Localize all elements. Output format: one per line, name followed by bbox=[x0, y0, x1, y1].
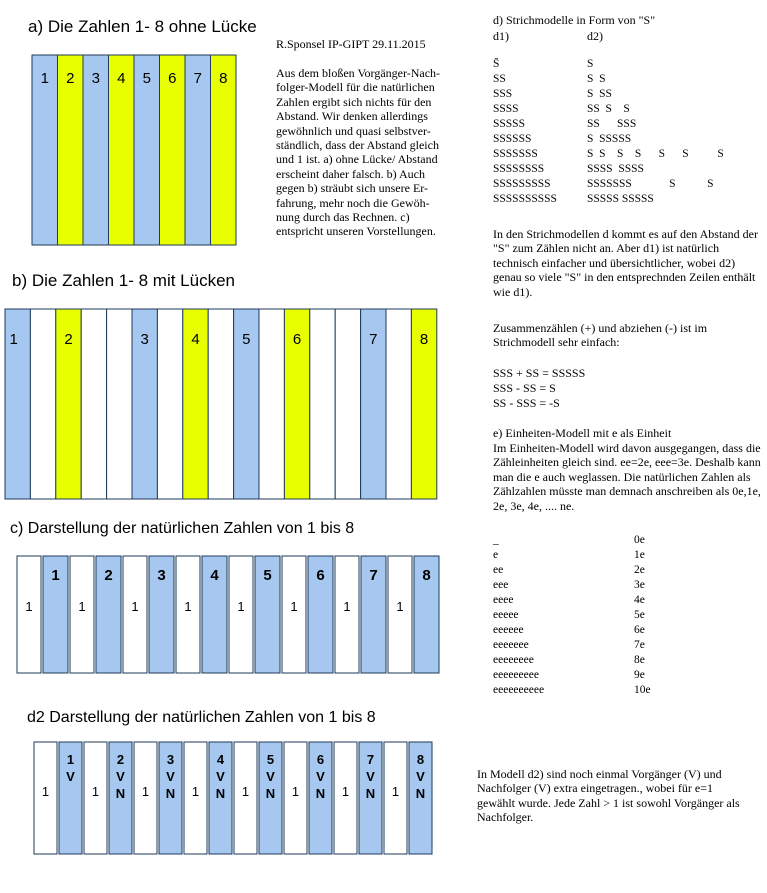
einheit-right-row-0: 0e bbox=[634, 534, 645, 546]
b-bar-label-8: 8 bbox=[419, 331, 429, 348]
strich-col1-head: d1) bbox=[493, 29, 509, 43]
c-bar-label-4: 4 bbox=[210, 567, 219, 584]
c-one-label-4: 1 bbox=[184, 599, 192, 614]
c-bar-label-8: 8 bbox=[422, 567, 431, 584]
strich-paragraph: In den Strichmodellen d kommt es auf den Abstand der "S" zum Zählen nicht an. Aber d1) ist natürlich technisch einfacher und übersichtlicher, wobei d2) genau so viele "S" in den entsprechnden Zeilen enthält wie d1). bbox=[493, 227, 758, 299]
strich-col1-row-1: SS bbox=[493, 73, 506, 85]
d2-bar-4-line-2: N bbox=[215, 786, 226, 801]
d2-bar-2-line-0: 2 bbox=[116, 752, 125, 767]
arith-line-1: SSS - SS = S bbox=[493, 381, 556, 395]
intro-line-0: Aus dem bloßen Vorgänger-Nach- bbox=[276, 66, 441, 80]
c-one-label-7: 1 bbox=[343, 599, 351, 614]
d2-one-label-5: 1 bbox=[241, 784, 250, 799]
strich-col1-row-6: SSSSSSS bbox=[493, 148, 538, 160]
author-line: R.Sponsel IP-GIPT 29.11.2015 bbox=[276, 37, 426, 51]
einheit-right-row-10: 10e bbox=[634, 684, 651, 696]
intro-line-6: und 1 ist. a) ohne Lücke/ Abstand bbox=[276, 152, 438, 167]
c-bar-label-5: 5 bbox=[263, 567, 272, 584]
b-bar-label-5: 5 bbox=[242, 331, 251, 348]
einheit-left-row-10: eeeeeeeeee bbox=[493, 684, 545, 696]
einheit-left-row-2: ee bbox=[493, 564, 504, 576]
strich-col1-row-9: SSSSSSSSSS bbox=[493, 193, 557, 205]
a-bar-label-6: 6 bbox=[168, 70, 177, 87]
strich-col1-row-2: SSS bbox=[493, 88, 513, 100]
einheit-right-row-7: 7e bbox=[634, 639, 645, 651]
strich-col2-row-0: S bbox=[587, 58, 594, 70]
strich-col2-row-4: SS SSS bbox=[587, 118, 637, 130]
intro-line-3: Abstand. Wir denken allerdings bbox=[276, 109, 428, 124]
d2-bar-2-line-1: V bbox=[116, 769, 125, 784]
strich-col2 bbox=[587, 57, 724, 207]
einheit-left-row-8: eeeeeeee bbox=[493, 654, 534, 666]
b-bar-label-3: 3 bbox=[140, 331, 149, 348]
d2-bar-1-line-1: V bbox=[66, 769, 75, 784]
einheit-right-row-6: 6e bbox=[634, 624, 645, 636]
strich-col1 bbox=[493, 57, 557, 207]
d2-bar-8-line-2: N bbox=[415, 786, 426, 801]
d2-one-label-2: 1 bbox=[91, 784, 100, 799]
strich-col2-head: d2) bbox=[587, 29, 603, 43]
strich-col1-row-3: SSSS bbox=[493, 103, 519, 115]
strich-col2-row-3: SS S S bbox=[587, 103, 630, 115]
d2-one-label-3: 1 bbox=[141, 784, 150, 799]
intro-line-1: folger-Modell für die natürlichen bbox=[276, 80, 435, 95]
intro-line-11: entspricht unseren Vorstellungen. bbox=[276, 224, 436, 239]
c-one-label-3: 1 bbox=[131, 599, 139, 614]
einheit-left-row-5: eeeee bbox=[493, 609, 519, 621]
arith-lines bbox=[493, 366, 585, 411]
d2-bar-7-line-1: V bbox=[366, 769, 375, 784]
intro-line-9: fahrung, mehr noch die Gewöh- bbox=[276, 195, 430, 210]
intro-line-8: gegen b) sträubt sich unsere Er- bbox=[276, 181, 429, 196]
section-a-title: a) Die Zahlen 1- 8 ohne Lücke bbox=[28, 17, 257, 36]
intro-line-5: ständlich, dass der Abstand gleich bbox=[276, 138, 439, 153]
section-b-title: b) Die Zahlen 1- 8 mit Lücken bbox=[12, 271, 235, 290]
c-bar-label-7: 7 bbox=[369, 567, 378, 584]
d2-one-label-6: 1 bbox=[291, 784, 300, 799]
strich-col2-row-6: S S S S S S S bbox=[587, 148, 724, 160]
intro-line-7: erscheint daher falsch. b) Auch bbox=[276, 166, 425, 181]
c-one-label-5: 1 bbox=[237, 599, 245, 614]
d2-one-label-1: 1 bbox=[41, 784, 50, 799]
strich-col1-row-0: S̄ bbox=[493, 58, 500, 70]
d2-bar-4-line-0: 4 bbox=[216, 752, 225, 767]
a-bar-label-4: 4 bbox=[117, 70, 126, 87]
einheit-paragraph: Im Einheiten-Modell wird davon ausgegangen, dass die Zähleinheiten gleich sind. ee=2e, eee=3e. Deshalb kann man die e auch weglassen. Die natürlichen Zahlen als Zählzahlen müsste man demnach anschreiben als 0e,1e, 2e, 3e, 4e, .... ne. bbox=[493, 441, 761, 513]
d2-bar-8-line-1: V bbox=[416, 769, 425, 784]
einheit-left-row-3: eee bbox=[493, 579, 509, 591]
c-bar-label-6: 6 bbox=[316, 567, 325, 584]
strich-col2-row-5: S SSSSS bbox=[587, 133, 632, 145]
arith-line-2: SS - SSS = -S bbox=[493, 396, 560, 410]
einheit-right-row-1: 1e bbox=[634, 549, 645, 561]
a-bar-label-5: 5 bbox=[142, 70, 151, 87]
d2-bar-5-line-1: V bbox=[266, 769, 275, 784]
c-one-label-6: 1 bbox=[290, 599, 298, 614]
strich-col2-row-1: S S bbox=[587, 73, 606, 85]
einheit-right-row-2: 2e bbox=[634, 564, 645, 576]
a-bar-label-2: 2 bbox=[66, 70, 75, 87]
c-one-label-2: 1 bbox=[78, 599, 86, 614]
b-bar-label-6: 6 bbox=[292, 331, 302, 348]
section-d2-title: d2 Darstellung der natürlichen Zahlen von 1 bis 8 bbox=[27, 709, 376, 726]
strich-col2-row-2: S SS bbox=[587, 88, 612, 100]
d2-bar-4-line-1: V bbox=[216, 769, 225, 784]
einheit-left-row-6: eeeeee bbox=[493, 624, 524, 636]
strich-col1-row-4: SSSSS bbox=[493, 118, 525, 130]
b-bar-label-1: 1 bbox=[9, 331, 18, 348]
einheit-left-row-0: _ bbox=[493, 534, 499, 546]
d2-bar-5-line-2: N bbox=[265, 786, 276, 801]
einheit-right-col bbox=[634, 533, 651, 698]
einheit-right-row-5: 5e bbox=[634, 609, 645, 621]
d2-bar-1-line-0: 1 bbox=[66, 752, 75, 767]
intro-line-2: Zahlen ergibt sich nichts für den bbox=[276, 94, 432, 109]
intro-paragraph bbox=[276, 66, 440, 239]
c-bar-label-2: 2 bbox=[104, 567, 113, 584]
d2-bar-3-line-2: N bbox=[165, 786, 176, 801]
strich-col2-row-9: SSSSS SSSSS bbox=[587, 193, 654, 205]
einheit-left-row-1: e bbox=[493, 549, 499, 561]
intro-line-4: gewöhnlich und quasi selbstver- bbox=[276, 123, 431, 138]
einheit-right-row-9: 9e bbox=[634, 669, 645, 681]
strich-col1-row-7: SSSSSSSS bbox=[493, 163, 545, 175]
c-bar-label-3: 3 bbox=[157, 567, 166, 584]
d2-bar-7-line-0: 7 bbox=[366, 752, 375, 767]
strich-col1-row-8: SSSSSSSSS bbox=[493, 178, 551, 190]
einheit-left-row-9: eeeeeeeee bbox=[493, 669, 539, 681]
b-bar-label-2: 2 bbox=[64, 331, 73, 348]
einheit-left-row-4: eeee bbox=[493, 594, 514, 606]
strich-col2-row-8: SSSSSSS S S bbox=[587, 178, 714, 190]
d2-bar-6-line-1: V bbox=[316, 769, 325, 784]
einheit-left-col bbox=[493, 533, 544, 698]
d2-one-label-4: 1 bbox=[191, 784, 200, 799]
c-one-label-1: 1 bbox=[25, 599, 33, 614]
section-c-title: c) Darstellung der natürlichen Zahlen von 1 bis 8 bbox=[10, 520, 355, 537]
a-bar-label-1: 1 bbox=[40, 70, 49, 87]
d2-note: In Modell d2) sind noch einmal Vorgänger (V) und Nachfolger (V) extra eingetragen., wobei für e=1 gewählt wurde. Jede Zahl > 1 ist sowohl Vorgänger als Nachfolger. bbox=[477, 767, 740, 825]
b-bar-label-7: 7 bbox=[369, 331, 378, 348]
strich-title: d) Strichmodelle in Form von "S" bbox=[493, 13, 656, 27]
a-bar-label-7: 7 bbox=[193, 70, 202, 87]
einheit-right-row-3: 3e bbox=[634, 579, 645, 591]
d2-bar-6-line-2: N bbox=[315, 786, 326, 801]
d2-bar-5-line-0: 5 bbox=[266, 752, 275, 767]
c-bar-label-1: 1 bbox=[51, 567, 60, 584]
einheit-right-row-4: 4e bbox=[634, 594, 645, 606]
c-one-label-8: 1 bbox=[396, 599, 404, 614]
d2-bar-3-line-0: 3 bbox=[166, 752, 175, 767]
arith-paragraph: Zusammenzählen (+) und abziehen (-) ist im Strichmodell sehr einfach: bbox=[493, 321, 708, 350]
intro-line-10: nung durch das Rechnen. c) bbox=[276, 210, 410, 225]
d2-bar-8-line-0: 8 bbox=[416, 752, 425, 767]
einheit-title: e) Einheiten-Modell mit e als Einheit bbox=[493, 426, 672, 440]
d2-bar-2-line-2: N bbox=[115, 786, 126, 801]
einheit-left-row-7: eeeeeee bbox=[493, 639, 529, 651]
a-bar-label-8: 8 bbox=[219, 70, 228, 87]
b-bar-label-4: 4 bbox=[191, 331, 200, 348]
einheit-right-row-8: 8e bbox=[634, 654, 645, 666]
d2-bar-6-line-0: 6 bbox=[316, 752, 325, 767]
d2-bar-7-line-2: N bbox=[365, 786, 376, 801]
strich-col1-row-5: SSSSSS bbox=[493, 133, 532, 145]
strich-col2-row-7: SSSS SSSS bbox=[587, 163, 644, 175]
d2-one-label-7: 1 bbox=[341, 784, 350, 799]
arith-line-0: SSS + SS = SSSSS bbox=[493, 366, 586, 380]
d2-one-label-8: 1 bbox=[391, 784, 400, 799]
d2-bar-3-line-1: V bbox=[166, 769, 175, 784]
a-bar-label-3: 3 bbox=[91, 70, 100, 87]
